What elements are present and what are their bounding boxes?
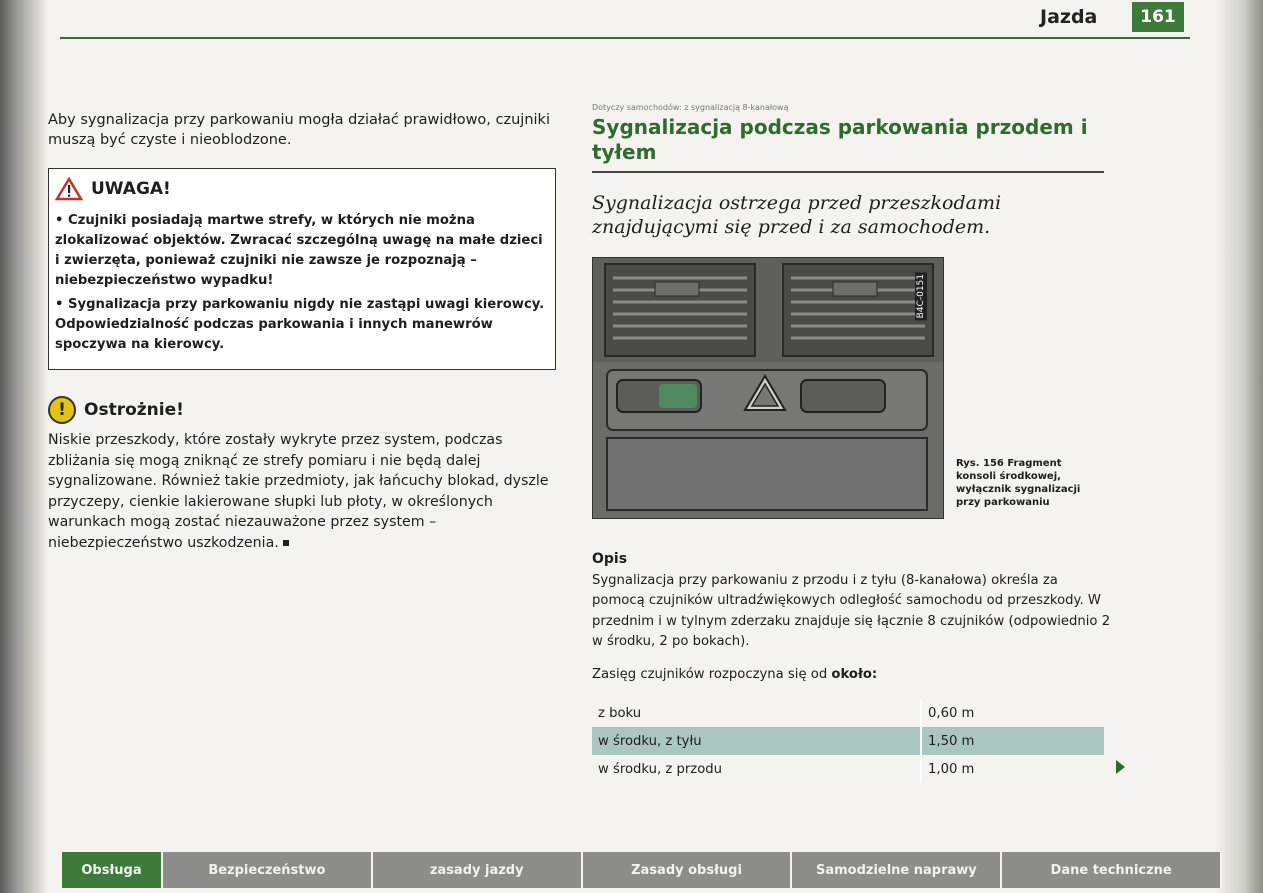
caution-heading xyxy=(48,396,558,424)
range-label: w środku, z tyłu xyxy=(592,727,921,755)
figure-caption: Rys. 156 Fragment konsoli środkowej, wyłącznik sygnalizacji przy parkowaniu xyxy=(956,457,1081,508)
range-label: w środku, z przodu xyxy=(598,761,723,777)
opis-heading: Opis xyxy=(592,550,628,567)
intro-paragraph: Aby sygnalizacja przy parkowaniu mogła działać prawidłowo, czujniki muszą być czyste i nieoblodzone. xyxy=(48,112,550,148)
range-intro-bold: około: xyxy=(831,666,878,682)
section-title: Sygnalizacja podczas parkowania przodem i tyłem xyxy=(592,115,1088,164)
range-value: 0,60 m xyxy=(921,699,1104,727)
tab-zasady-jazdy[interactable]: zasady jazdy xyxy=(373,852,583,888)
end-square-icon xyxy=(283,540,289,546)
table-row xyxy=(592,727,1104,755)
warning-item: • Sygnalizacja przy parkowaniu nigdy nie zastąpi uwagi kierowcy. Odpowiedzialność podczas parkowania i innych manewrów spoczywa na kierowcy. xyxy=(55,297,545,352)
right-column xyxy=(592,103,1112,783)
range-intro xyxy=(592,665,1112,686)
table-row xyxy=(592,755,1104,783)
applicability-note: Dotyczy samochodów: z sygnalizacją 8-kanałową xyxy=(592,103,789,112)
caution-text xyxy=(48,430,558,553)
tab-obsluga[interactable]: Obsługa xyxy=(62,852,163,888)
warning-triangle-icon xyxy=(55,177,83,201)
warning-heading xyxy=(55,177,545,201)
lead-text: Sygnalizacja ostrzega przed przeszkodami znajdującymi się przed i za samochodem. xyxy=(592,191,1002,238)
chapter-title: Jazda xyxy=(1040,6,1098,28)
warning-box xyxy=(48,168,556,370)
exclamation-circle-icon: ! xyxy=(48,396,76,424)
center-console-illustration xyxy=(593,258,943,518)
caution-title: Ostrożnie! xyxy=(84,400,184,420)
header-rule xyxy=(60,37,1190,39)
tab-dane-techniczne[interactable]: Dane techniczne xyxy=(1002,852,1222,888)
range-intro-text: Zasięg czujników rozpoczyna się od xyxy=(592,666,832,682)
figure-code: B4C-0151 xyxy=(916,273,926,318)
opis-text: Sygnalizacja przy parkowaniu z przodu i z tyłu (8-kanałowa) określa za pomocą czujników ultradźwiękowych odległość samochodu od przeszkody. W przednim i w tylnym zderzaku znajduje się łącznie 8 czujników (odpowiednio 2 w środku, 2 po bokach). xyxy=(592,572,1111,649)
page-edge-shadow xyxy=(1215,0,1263,893)
section-tabs xyxy=(62,852,1222,888)
warning-title: UWAGA! xyxy=(91,179,171,199)
left-column xyxy=(48,110,558,553)
continue-arrow-icon xyxy=(1116,760,1125,774)
page-binding-shadow xyxy=(0,0,48,893)
warning-item: • Czujniki posiadają martwe strefy, w których nie można zlokalizować objektów. Zwracać szczególną uwagę na małe dzieci i zwierzęta, ponieważ czujniki nie zawsze je rozpoznają – niebezpieczeństwo wypadku! xyxy=(55,213,543,288)
title-rule xyxy=(592,171,1104,173)
figure-block xyxy=(592,257,1112,519)
table-row xyxy=(592,699,1104,727)
tab-bezpieczenstwo[interactable]: Bezpieczeństwo xyxy=(163,852,373,888)
tab-samodzielne-naprawy[interactable]: Samodzielne naprawy xyxy=(792,852,1002,888)
page-number: 161 xyxy=(1132,2,1184,32)
caution-block xyxy=(48,396,558,553)
caution-body: Niskie przeszkody, które zostały wykryte przez system, podczas zbliżania się mogą zniknąć ze strefy pomiaru i nie będą dalej sygnalizowane. Również takie przedmioty, jak łańcuchy blokad, dyszle przyczepy, cienkie lakierowane słupki lub płoty, w określonych warunkach mogą zostać niezauważone przez system – niebezpieczeństwo uszkodzenia. xyxy=(48,432,549,551)
sensor-range-table xyxy=(592,699,1104,783)
range-value: 1,50 m xyxy=(921,727,1104,755)
console-figure xyxy=(592,257,944,519)
tab-zasady-obslugi[interactable]: Zasady obsługi xyxy=(583,852,793,888)
range-value: 1,00 m xyxy=(921,755,1104,783)
range-label: z boku xyxy=(598,705,642,721)
